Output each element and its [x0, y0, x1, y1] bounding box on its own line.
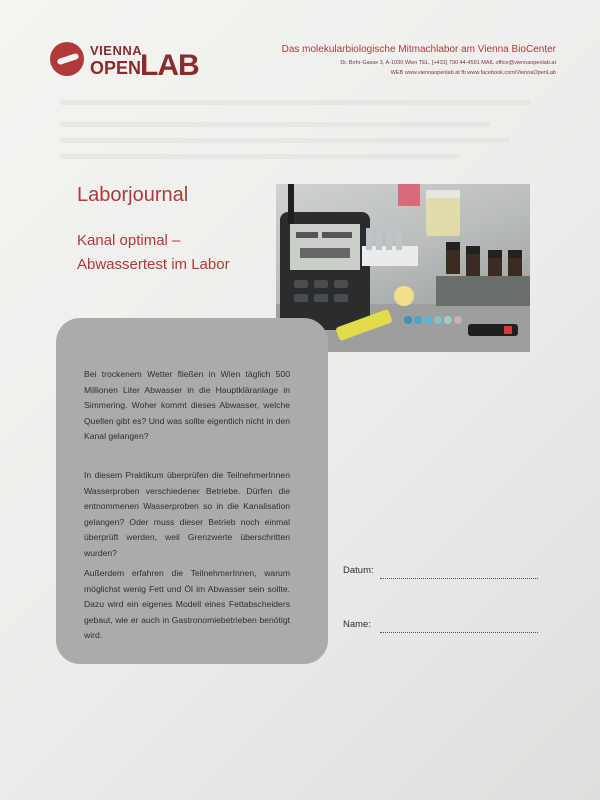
header-web: WEB www.viennaopenlab.at fb www.facebook.com/ViennaOpenLab [390, 70, 556, 76]
name-label: Name: [343, 619, 371, 630]
date-field[interactable] [380, 577, 538, 579]
bleed-through-line [60, 138, 510, 143]
header-address: Dr. Bohr-Gasse 3, A-1030 Wien TEL. [+431] 790 44-4591 MAIL office@viennaopenlab.at [340, 60, 556, 66]
bleed-through-line [60, 100, 530, 105]
logo-open: OPEN [90, 58, 142, 78]
grease-separator-paragraph: Außerdem erfahren die TeilnehmerInnen, warum möglichst wenig Fett und Öl im Abwasser sein sollte. Dazu wird ein eigenes Modell eines Fettabscheiders gebaut, wie er auch in Gastronomiebetrieben benötigt wird. [84, 568, 290, 640]
intro-paragraph: Bei trockenem Wetter fließen in Wien täglich 500 Millionen Liter Abwasser in die Hauptkläranlage in Simmering. Woher kommt dieses Abwasser, welche Quellen gibt es? Und was sollte eigentlich nicht in den Kanal gelangen? [84, 369, 290, 441]
page-title: Laborjournal [77, 184, 189, 206]
bleed-through-line [60, 122, 490, 127]
logo-mark-icon [50, 42, 84, 76]
practicum-paragraph: In diesem Praktikum überprüfen die TeilnehmerInnen Wasserproben verschiedener Betriebe. Dürfen die entnommenen Wasserproben so in die Kanalisation gelangen? Oder muss dieser Betrieb noch einmal überprüft werden, weil Grenzwerte überschritten wurden? [84, 470, 290, 558]
bleed-through-line [60, 154, 460, 159]
vienna-open-lab-logo [50, 40, 210, 82]
name-field[interactable] [380, 631, 538, 633]
subtitle-line-2: Abwassertest im Labor [77, 256, 230, 273]
header-tagline: Das molekularbiologische Mitmachlabor am Vienna BioCenter [281, 44, 556, 55]
logo-vienna: VIENNA [90, 43, 143, 58]
subtitle-line-1: Kanal optimal – [77, 232, 181, 249]
logo-lab: LAB [140, 49, 199, 82]
date-label: Datum: [343, 565, 374, 576]
